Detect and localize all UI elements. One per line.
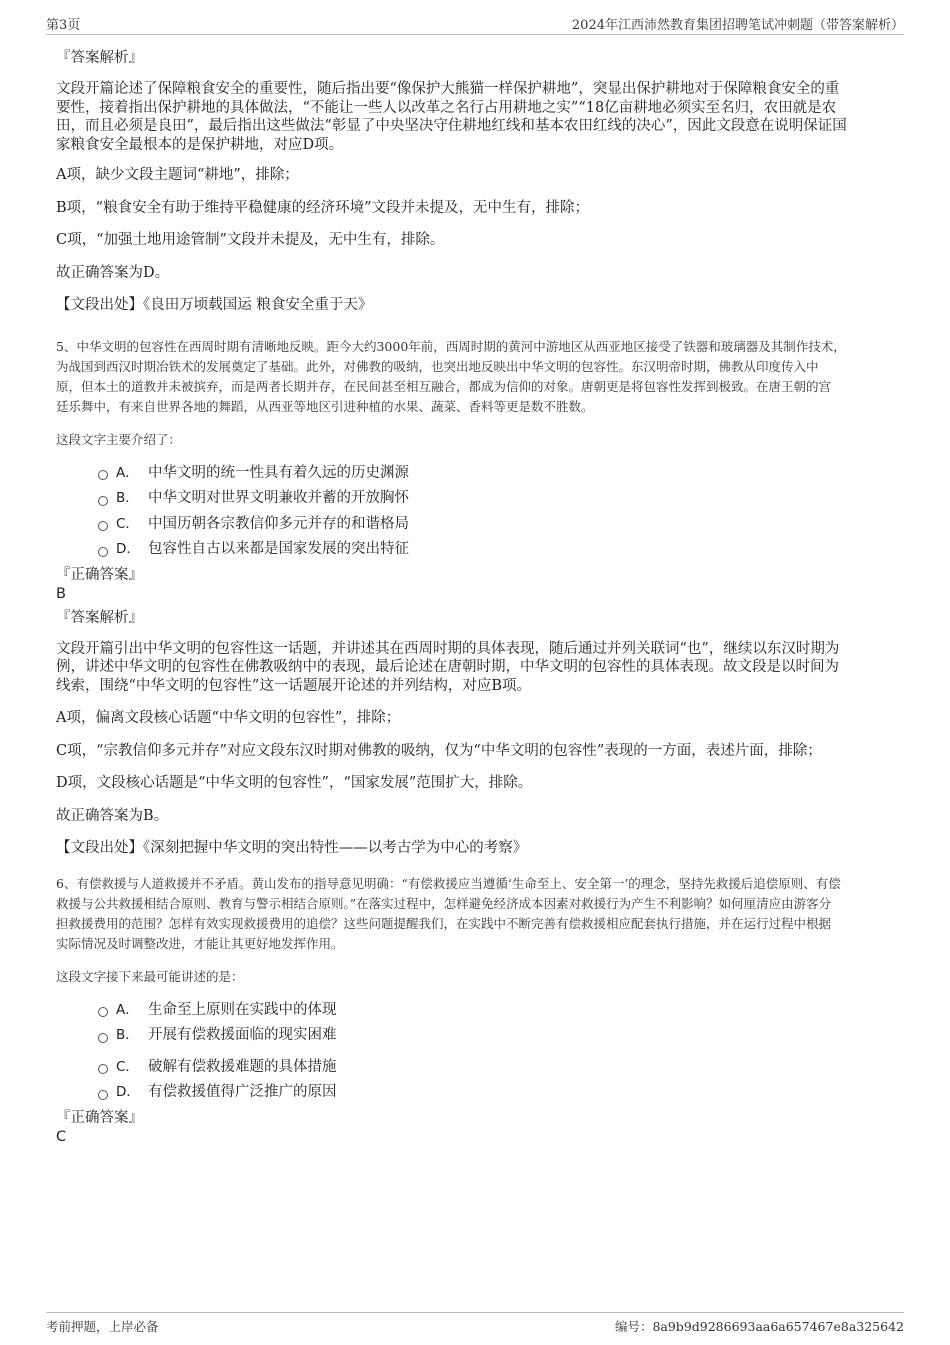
option-text: 中国历朝各宗教信仰多元并存的和谐格局 <box>148 515 409 532</box>
footer-serial: 编号：8a9b9d9286693aa6a657467e8a325642 <box>614 1319 904 1334</box>
q5-explain-d: D项，文段核心话题是“中华文明的包容性”，“国家发展”范围扩大，排除。 <box>56 775 533 791</box>
q5-option-d[interactable] <box>98 537 896 563</box>
q6-option-b[interactable] <box>98 1023 896 1049</box>
q6-stem-line: 实际情况及时调整改进，才能让其更好地发挥作用。 <box>56 935 344 951</box>
option-text: 中华文明的统一性具有着久远的历史渊源 <box>148 464 409 481</box>
q4-analysis-line: 家粮食安全最根本的是保护耕地，对应D项。 <box>56 136 344 153</box>
q6-options <box>56 998 896 1106</box>
q4-conclusion: 故正确答案为D。 <box>56 264 170 281</box>
radio-icon[interactable] <box>98 496 108 506</box>
q5-analysis-line: 线索，围绕“中华文明的包容性”这一话题展开论述的并列结构，对应B项。 <box>56 677 531 694</box>
q5-conclusion: 故正确答案为B。 <box>56 807 169 824</box>
option-text: 生命至上原则在实践中的体现 <box>148 1001 337 1018</box>
q5-option-c[interactable] <box>98 512 896 538</box>
footer-slogan: 考前押题，上岸必备 <box>46 1319 159 1334</box>
q6-option-c[interactable] <box>98 1055 896 1081</box>
q5-analysis-label: 『答案解析』 <box>56 609 143 626</box>
radio-icon[interactable] <box>98 547 108 557</box>
option-letter: A． <box>116 464 139 481</box>
radio-icon[interactable] <box>98 1064 108 1074</box>
q5-source: 【文段出处】《深刻把握中华文明的突出特性——以考古学为中心的考察》 <box>56 840 528 856</box>
q6-stem-line: 6、有偿救援与人道救援并不矛盾。黄山发布的指导意见明确：“有偿救援应当遵循‘生命至上、安全第一’的理念，坚持先救援后追偿原则、有偿 <box>56 875 841 891</box>
q5-stem-line: 5、中华文明的包容性在西周时期有清晰地反映。距今大约3000年前，西周时期的黄河中游地区从西亚地区接受了铁器和玻璃器及其制作技术， <box>56 338 846 354</box>
option-letter: A． <box>116 1001 139 1018</box>
q6-answer: C <box>56 1128 67 1145</box>
radio-icon[interactable] <box>98 521 108 531</box>
q6-option-a[interactable] <box>98 998 896 1024</box>
radio-icon[interactable] <box>98 1007 108 1017</box>
option-text: 中华文明对世界文明兼收并蓄的开放胸怀 <box>148 490 409 506</box>
page-header <box>46 14 904 35</box>
option-letter: C． <box>116 1058 139 1075</box>
q4-analysis-label: 『答案解析』 <box>56 50 143 66</box>
q6-stem <box>56 874 896 954</box>
q5-answer: B <box>56 585 66 602</box>
q5-stem-line: 原，但本土的道教并未被摈弃，而是两者长期并存，在民间甚至相互融合，都成为信仰的对象。唐朝更是将包容性发挥到极致。在唐王朝的宫 <box>56 378 832 394</box>
option-letter: C． <box>116 515 139 532</box>
q6-stem-line: 救援与公共救援相结合原则、教育与警示相结合原则。”在落实过程中，怎样避免经济成本因素对救援行为产生不利影响？如何厘清应由游客分 <box>56 895 832 911</box>
q4-explain-c: C项，“加强土地用途管制”文段并未提及，无中生有，排除。 <box>56 232 445 248</box>
option-text: 破解有偿救援难题的具体措施 <box>148 1058 337 1075</box>
document-title: 2024年江西沛然教育集团招聘笔试冲刺题（带答案解析） <box>571 18 904 33</box>
option-text: 有偿救援值得广泛推广的原因 <box>148 1084 337 1100</box>
radio-icon[interactable] <box>98 470 108 480</box>
q5-option-b[interactable] <box>98 486 896 512</box>
option-text: 开展有偿救援面临的现实困难 <box>148 1027 337 1043</box>
q5-analysis <box>56 640 896 696</box>
q6-option-d[interactable] <box>98 1080 896 1106</box>
option-text: 包容性自古以来都是国家发展的突出特征 <box>148 541 409 557</box>
q5-explain-c: C项，“宗教信仰多元并存”对应文段东汉时期对佛教的吸纳，仅为“中华文明的包容性”表现的一方面，表述片面，排除； <box>56 742 822 759</box>
option-letter: B． <box>116 490 139 506</box>
q4-analysis-line: 要性，接着指出保护耕地的具体做法，“不能让一些人以改革之名行占用耕地之实”“18亿亩耕地必须实至名归，农田就是农 <box>56 99 837 116</box>
q4-analysis-line: 文段开篇论述了保障粮食安全的重要性，随后指出要“像保护大熊猫一样保护耕地”，突显出保护耕地对于保障粮食安全的重 <box>56 81 840 97</box>
option-letter: D． <box>116 1084 140 1100</box>
page-content <box>56 48 896 1147</box>
option-letter: D． <box>116 541 140 557</box>
q6-prompt: 这段文字接下来最可能讲述的是： <box>56 968 244 984</box>
q5-analysis-line: 例，讲述中华文明的包容性在佛教吸纳中的表现，最后论述在唐朝时期，中华文明的包容性的具体表现。故文段是以时间为 <box>56 659 839 675</box>
q6-stem-line: 担救援费用的范围？怎样有效实现救援费用的追偿？这些问题提醒我们，在实践中不断完善有偿救援相应配套执行措施，并在运行过程中根据 <box>56 915 832 931</box>
q5-stem <box>56 337 896 417</box>
radio-icon[interactable] <box>98 1033 108 1043</box>
q4-analysis-line: 田，而且必须是良田”，最后指出这些做法“彰显了中央坚决守住耕地红线和基本农田红线的决心”，因此文段意在说明保证国 <box>56 118 847 134</box>
page-number: 第3页 <box>46 18 81 33</box>
q4-analysis <box>56 80 896 154</box>
q4-source: 【文段出处】《良田万顷载国运 粮食安全重于天》 <box>56 297 373 313</box>
q5-option-a[interactable] <box>98 461 896 487</box>
q5-explain-a: A项，偏离文段核心话题“中华文明的包容性”，排除； <box>56 710 401 726</box>
radio-icon[interactable] <box>98 1090 108 1100</box>
q4-explain-a: A项，缺少文段主题词“耕地”，排除； <box>56 167 299 183</box>
q5-options <box>56 461 896 563</box>
option-letter: B． <box>116 1027 139 1043</box>
q5-stem-line: 廷乐舞中，有来自世界各地的舞蹈，从西亚等地区引进种植的水果、蔬菜、香料等更是数不胜数。 <box>56 398 594 414</box>
page-footer <box>46 1312 904 1337</box>
q5-answer-label: 『正确答案』 <box>56 566 143 583</box>
q5-analysis-line: 文段开篇引出中华文明的包容性这一话题，并讲述其在西周时期的具体表现，随后通过并列关联词“也”，继续以东汉时期为 <box>56 640 840 657</box>
q4-explain-b: B项，“粮食安全有助于维持平稳健康的经济环境”文段并未提及，无中生有，排除； <box>56 199 589 216</box>
q5-stem-line: 为战国到西汉时期冶铁术的发展奠定了基础。此外，对佛教的吸纳，也突出地反映出中华文明的包容性。东汉明帝时期，佛教从印度传入中 <box>56 358 819 374</box>
q6-answer-label: 『正确答案』 <box>56 1109 143 1126</box>
q5-prompt: 这段文字主要介绍了： <box>56 431 182 447</box>
